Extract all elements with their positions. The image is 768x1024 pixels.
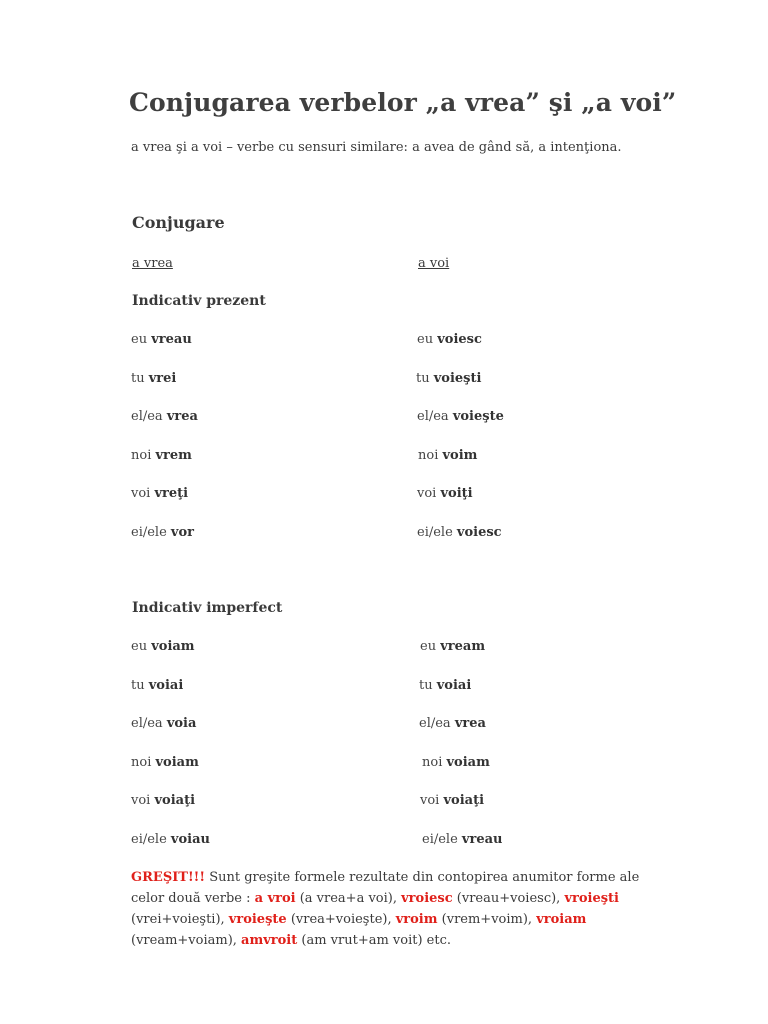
verb-form: voiam xyxy=(446,754,490,770)
left-conjugation-row xyxy=(131,755,199,770)
pronoun: noi xyxy=(131,754,152,770)
right-conjugation-row xyxy=(417,332,482,347)
verb-form: vreau xyxy=(461,831,503,847)
left-conjugation-row xyxy=(131,793,195,808)
pronoun: ei/ele xyxy=(131,524,167,540)
right-conjugation-row xyxy=(422,755,490,770)
tense-heading-imperfect: Indicativ imperfect xyxy=(132,600,283,616)
note-text: (vrei+voieşti), xyxy=(131,912,229,927)
wrong-form: vroiesc xyxy=(401,891,453,906)
pronoun: ei/ele xyxy=(422,831,458,847)
verb-form: voiesc xyxy=(437,332,482,347)
verb-form: voiam xyxy=(155,754,199,770)
note-text: (vream+voiam), xyxy=(131,933,242,948)
verb-form: voiai xyxy=(148,677,184,693)
verb-form: voiaţi xyxy=(154,793,196,808)
right-conjugation-row xyxy=(422,832,502,847)
verb-form: vrem xyxy=(155,447,192,463)
wrong-form: a vroi xyxy=(254,891,296,906)
verb-form: vream xyxy=(440,639,486,654)
verb-form: voim xyxy=(442,447,478,463)
verb-form: voiţi xyxy=(440,486,473,501)
verb-form: vor xyxy=(170,524,194,540)
pronoun: el/ea xyxy=(417,409,449,424)
pronoun: eu xyxy=(131,639,148,654)
pronoun: el/ea xyxy=(419,716,451,731)
note-text: (vreau+voiesc), xyxy=(452,891,565,906)
pronoun: tu xyxy=(131,677,145,693)
right-conjugation-row xyxy=(417,525,502,540)
verb-form: voiam xyxy=(151,639,195,654)
pronoun: ei/ele xyxy=(417,524,453,540)
pronoun: el/ea xyxy=(131,716,163,731)
right-conjugation-row xyxy=(419,678,471,693)
left-conjugation-row xyxy=(131,486,188,501)
column-header-a-voi: a voi xyxy=(418,256,450,271)
verb-form: voieşti xyxy=(433,370,482,386)
left-conjugation-row xyxy=(131,525,194,540)
left-conjugation-row xyxy=(131,448,192,463)
pronoun: voi xyxy=(420,793,440,808)
pronoun: eu xyxy=(131,332,148,347)
pronoun: ei/ele xyxy=(131,831,167,847)
wrong-form: vroim xyxy=(395,912,438,927)
subtitle: a vrea şi a voi – verbe cu sensuri similare: a avea de gând să, a intenţiona. xyxy=(131,140,622,155)
note-text: Sunt greşite formele rezultate din contopirea anumitor forme ale celor două verbe : xyxy=(131,870,640,906)
page-title: Conjugarea verbelor „a vrea” şi „a voi” xyxy=(129,88,677,117)
note-text: (vrem+voim), xyxy=(437,912,537,927)
pronoun: tu xyxy=(419,677,433,693)
left-conjugation-row xyxy=(131,678,183,693)
right-conjugation-row xyxy=(416,371,481,386)
column-header-a-vrea: a vrea xyxy=(132,256,173,271)
pronoun: noi xyxy=(131,447,152,463)
pronoun: noi xyxy=(418,447,439,463)
section-heading: Conjugare xyxy=(132,213,225,232)
right-conjugation-row xyxy=(417,486,473,501)
left-conjugation-row xyxy=(131,832,210,847)
left-conjugation-row xyxy=(131,639,195,654)
right-conjugation-row xyxy=(418,448,477,463)
right-conjugation-row xyxy=(420,639,485,654)
note-text: (am vrut+am voit) etc. xyxy=(297,933,452,948)
right-conjugation-row xyxy=(419,716,486,731)
error-label: GREŞIT!!! xyxy=(131,870,206,885)
verb-form: voieşte xyxy=(452,409,504,424)
left-conjugation-row xyxy=(131,371,176,386)
pronoun: el/ea xyxy=(131,409,163,424)
wrong-form: vroieşti xyxy=(564,891,619,906)
pronoun: voi xyxy=(131,793,151,808)
verb-form: voia xyxy=(166,716,197,731)
verb-form: vreau xyxy=(151,332,192,347)
note-text: (a vrea+a voi), xyxy=(295,891,402,906)
pronoun: eu xyxy=(420,639,437,654)
right-conjugation-row xyxy=(420,793,484,808)
pronoun: eu xyxy=(417,332,434,347)
pronoun: tu xyxy=(131,370,145,386)
verb-form: vrea xyxy=(454,716,486,731)
pronoun: tu xyxy=(416,370,430,386)
wrong-form: vroieşte xyxy=(228,912,287,927)
tense-heading-prezent: Indicativ prezent xyxy=(132,293,266,309)
verb-form: voiesc xyxy=(456,524,502,540)
verb-form: vreţi xyxy=(154,486,189,501)
left-conjugation-row xyxy=(131,409,198,424)
pronoun: voi xyxy=(131,486,151,501)
pronoun: noi xyxy=(422,754,443,770)
left-conjugation-row xyxy=(131,716,196,731)
left-conjugation-row xyxy=(131,332,192,347)
error-note xyxy=(131,867,671,951)
verb-form: voiau xyxy=(170,831,210,847)
pronoun: voi xyxy=(417,486,437,501)
wrong-form: amvroit xyxy=(241,933,298,948)
wrong-form: vroiam xyxy=(536,912,587,927)
verb-form: voiai xyxy=(436,677,472,693)
verb-form: vrei xyxy=(148,370,177,386)
verb-form: vrea xyxy=(166,409,198,424)
note-text: (vrea+voieşte), xyxy=(286,912,396,927)
verb-form: voiaţi xyxy=(443,793,485,808)
right-conjugation-row xyxy=(417,409,504,424)
